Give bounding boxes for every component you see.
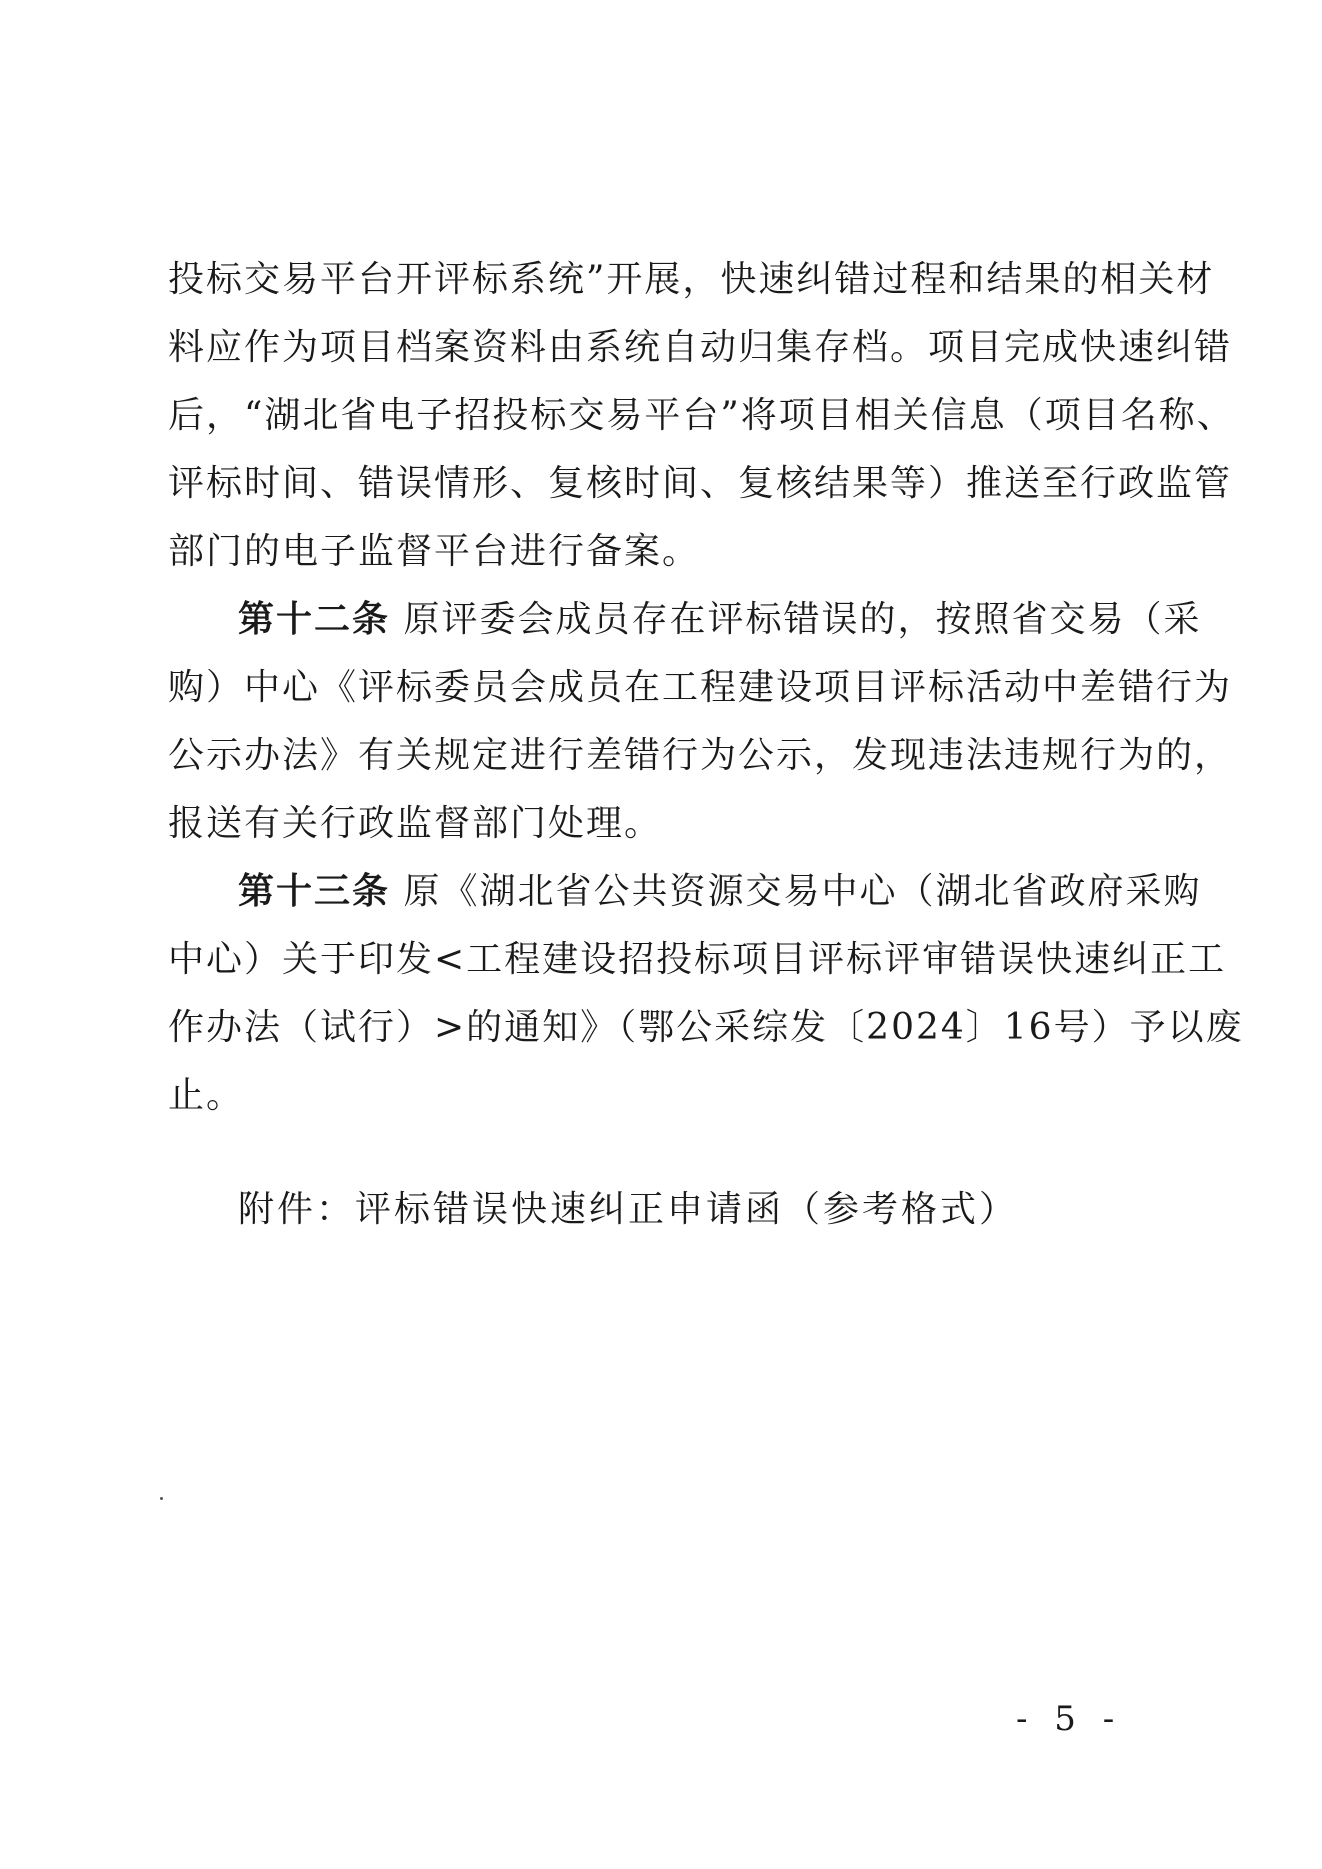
scan-speck <box>160 1497 163 1500</box>
article-12-line-2: 购）中心《评标委员会成员在工程建设项目评标活动中差错行为 <box>168 667 1233 708</box>
article-13-heading: 第十三条 <box>238 871 391 912</box>
article-13-line-2: 中心）关于印发<工程建设招投标项目评标评审错误快速纠正工 <box>168 939 1227 980</box>
paragraph-1-line-3: 后，“湖北省电子招投标交易平台”将项目相关信息（项目名称、 <box>168 395 1235 436</box>
article-12-line-1 <box>238 590 1202 650</box>
article-13-line-4: 止。 <box>168 1075 245 1116</box>
article-13-line-3: 作办法（试行）>的通知》（鄂公采综发〔2024〕16号）予以废 <box>168 1007 1244 1048</box>
article-13-text-1: 原《湖北省公共资源交易中心（湖北省政府采购 <box>403 871 1202 912</box>
page-number: - 5 - <box>1016 1699 1123 1739</box>
article-12-text-1: 原评委会成员存在评标错误的，按照省交易（采 <box>403 599 1202 640</box>
paragraph-1-line-1: 投标交易平台开评标系统”开展，快速纠错过程和结果的相关材 <box>168 259 1215 300</box>
article-13-line-1 <box>238 862 1202 922</box>
paragraph-1-line-5: 部门的电子监督平台进行备案。 <box>168 531 701 572</box>
attachment-note: 附件：评标错误快速纠正申请函（参考格式） <box>238 1189 1019 1230</box>
article-12-line-3: 公示办法》有关规定进行差错行为公示，发现违法违规行为的， <box>168 735 1233 776</box>
paragraph-1-line-2: 料应作为项目档案资料由系统自动归集存档。项目完成快速纠错 <box>168 327 1233 368</box>
article-12-heading: 第十二条 <box>238 599 391 640</box>
paragraph-1-line-4: 评标时间、错误情形、复核时间、复核结果等）推送至行政监管 <box>168 463 1233 504</box>
article-12-line-4: 报送有关行政监督部门处理。 <box>168 803 663 844</box>
